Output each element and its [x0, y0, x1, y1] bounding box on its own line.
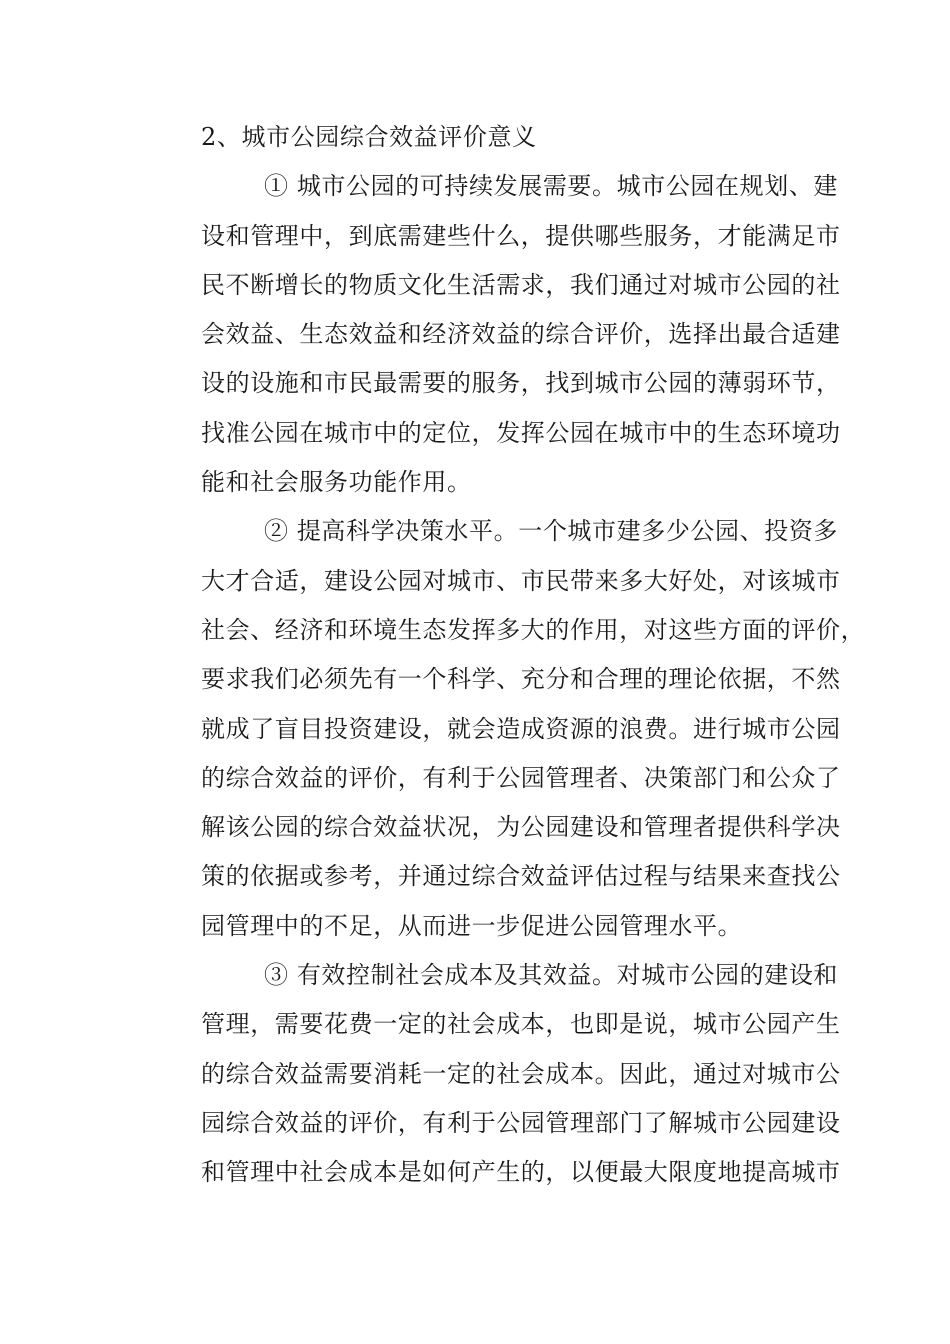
text-line: 的综合效益需要消耗一定的社会成本。因此，通过对城市公: [201, 1059, 841, 1088]
text-line: 设和管理中，到底需建些什么，提供哪些服务，才能满足市: [201, 221, 841, 250]
text-line: 要求我们必须先有一个科学、充分和合理的理论依据，不然: [201, 665, 841, 694]
text-line: ③ 有效控制社会成本及其效益。对城市公园的建设和: [264, 961, 839, 990]
paragraph-social-cost-control: [138, 951, 841, 1197]
text-line: 园综合效益的评价，有利于公园管理部门了解城市公园建设: [201, 1108, 841, 1137]
text-line: 园管理中的不足，从而进一步促进公园管理水平。: [201, 911, 743, 940]
text-line: 策的依据或参考，并通过综合效益评估过程与结果来查找公: [201, 862, 841, 891]
text-line: 社会、经济和环境生态发挥多大的作用，对这些方面的评价，: [201, 615, 866, 644]
text-line: 解该公园的综合效益状况，为公园建设和管理者提供科学决: [201, 813, 841, 842]
text-line: 就成了盲目投资建设，就会造成资源的浪费。进行城市公园: [201, 714, 841, 743]
text-line: 会效益、生态效益和经济效益的综合评价，选择出最合适建: [201, 320, 841, 349]
text-line: ② 提高科学决策水平。一个城市建多少公园、投资多: [264, 517, 839, 546]
text-line: 大才合适，建设公园对城市、市民带来多大好处，对该城市: [201, 566, 841, 595]
paragraph-scientific-decision: [138, 507, 866, 951]
text-line: 民不断增长的物质文化生活需求，我们通过对城市公园的社: [201, 270, 841, 299]
text-line: 管理，需要花费一定的社会成本，也即是说，城市公园产生: [201, 1010, 841, 1039]
text-line: 的综合效益的评价，有利于公园管理者、决策部门和公众了: [201, 763, 841, 792]
text-line: 设的设施和市民最需要的服务，找到城市公园的薄弱环节，: [201, 369, 841, 398]
section-heading: 2、城市公园综合效益评价意义: [201, 123, 537, 151]
paragraph-sustainable-development: [138, 162, 841, 507]
text-line: 能和社会服务功能作用。: [201, 468, 472, 497]
text-line: 找准公园在城市中的定位，发挥公园在城市中的生态环境功: [201, 418, 841, 447]
document-body: [138, 113, 866, 1198]
text-line: ① 城市公园的可持续发展需要。城市公园在规划、建: [264, 172, 839, 201]
text-line: 和管理中社会成本是如何产生的，以便最大限度地提高城市: [201, 1158, 841, 1187]
